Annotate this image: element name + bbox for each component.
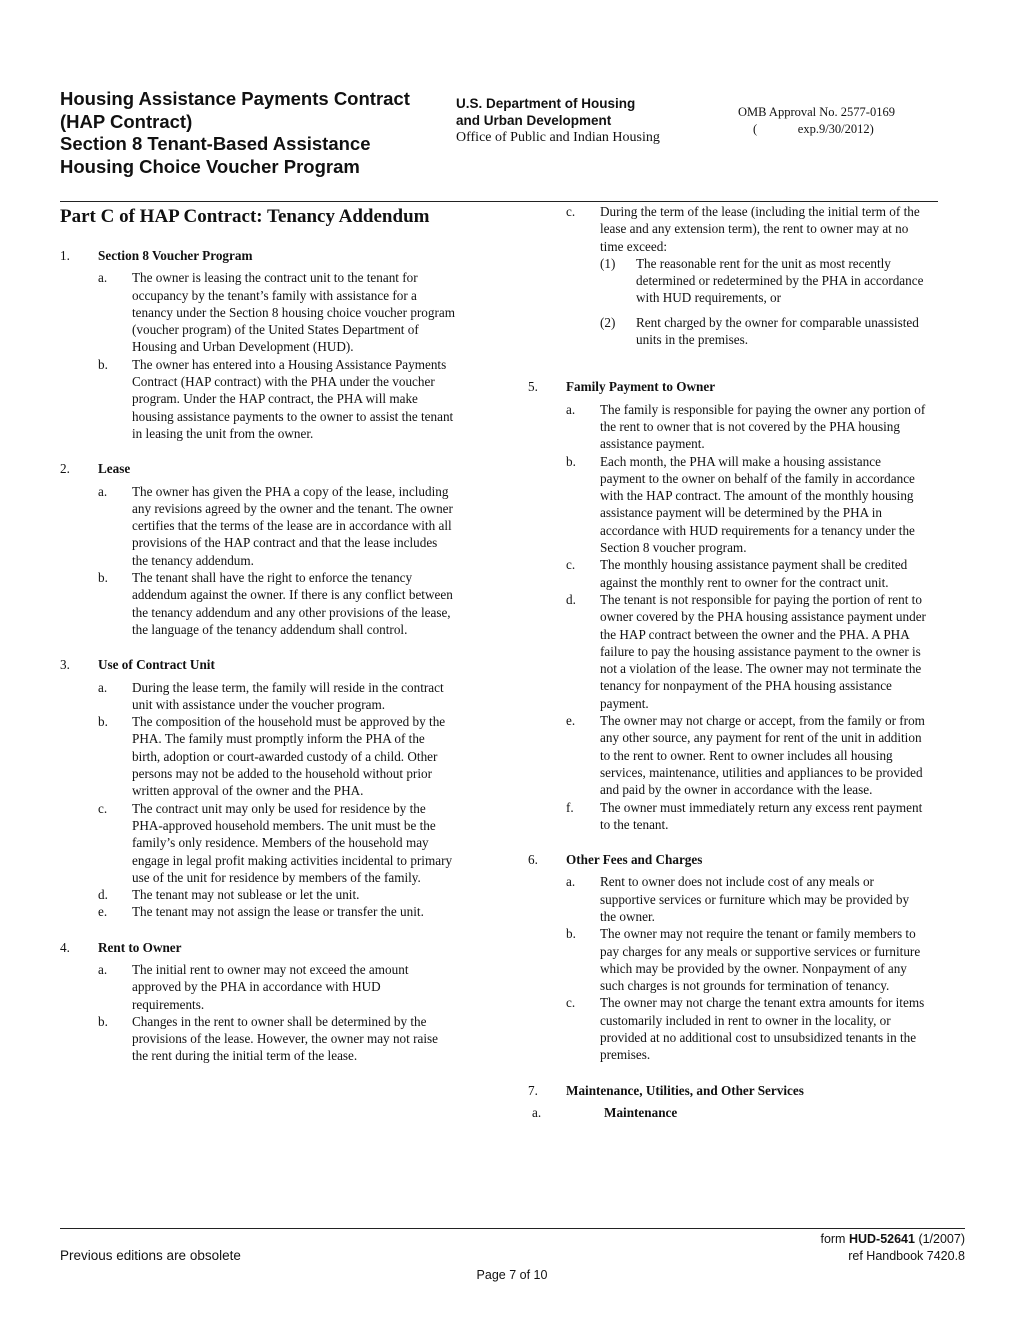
list-item: e. The owner may not charge or accept, from the family or from any other source, any payment for rent of the unit in addition to the rent to owner. Rent to owner includes all housing services, maintenance, utilities and appliances to be provided and paid by the owner in accordance with the lease.	[566, 713, 925, 798]
list-item: a. The family is responsible for paying the owner any portion of the rent to owner that is not covered by the PHA housing assistance payment.	[566, 401, 926, 452]
list-item: b. Each month, the PHA will make a housing assistance payment to the owner on behalf of the family in accordance with the HAP contract. The amount of the monthly housing assistance payment will be determined by the PHA in accordance with HUD requirements for a tenancy under the Section 8 voucher program.	[566, 453, 915, 556]
section-number: 6.	[528, 852, 538, 868]
title-line: Housing Assistance Payments Contract	[60, 88, 410, 109]
section-title: Family Payment to Owner	[566, 379, 716, 395]
list-item: a. During the lease term, the family will reside in the contract unit with assistance under the voucher program.	[98, 679, 444, 712]
list-item: a. Rent to owner does not include cost of any meals or supportive services or furniture which may be provided by the owner.	[566, 874, 910, 924]
section-title: Other Fees and Charges	[566, 852, 703, 868]
list-item: a. The owner has given the PHA a copy of the lease, including any revisions agreed by the owner and the tenant. The owner certifies that the terms of the lease are in accordance with all provisions of the HAP contract and that the lease includes the tenancy addendum.	[98, 483, 453, 568]
list-item: c. The monthly housing assistance payment shall be credited against the monthly rent to owner for the contract unit.	[566, 557, 908, 590]
section-number: 1.	[60, 248, 70, 263]
agency-block	[456, 95, 716, 146]
section-title: Section 8 Voucher Program	[98, 248, 253, 263]
footer-note: Previous editions are obsolete	[60, 1248, 241, 1263]
title-line: (HAP Contract)	[60, 110, 193, 132]
section-number: 4.	[60, 939, 70, 955]
section-4-continued	[528, 203, 928, 348]
part-title: Part C of HAP Contract: Tenancy Addendum	[60, 206, 430, 227]
list-item: b. The owner may not require the tenant or family members to pay charges for any meals or supportive services or furniture which may be provided by the owner. Nonpayment of any such charges is not grounds for termination of tenancy.	[566, 926, 921, 994]
section-7	[528, 1082, 928, 1122]
section-1	[60, 247, 455, 442]
section-6	[528, 851, 928, 1064]
right-column	[528, 203, 928, 1139]
list-item: c. The owner may not charge the tenant extra amounts for items customarily included in rent to owner in the locality, or provided at no additional cost to unsubsidized tenants in the premises.	[566, 995, 925, 1063]
section-title: Use of Contract Unit	[98, 657, 215, 673]
section-title: Lease	[98, 461, 131, 477]
page-number: Page 7 of 10	[476, 1268, 548, 1282]
left-column	[60, 203, 455, 1083]
list-item: d. The tenant may not sublease or let the unit.	[98, 887, 360, 903]
section-number: 7.	[528, 1082, 538, 1098]
sub-item: (2) Rent charged by the owner for comparable unassisted units in the premises.	[600, 314, 919, 348]
list-item: b. The tenant shall have the right to enforce the tenancy addendum against the owner. If there is any conflict between the tenancy addendum and any other provisions of the lease, the language of the tenancy addendum shall control.	[98, 570, 453, 637]
list-item: f. The owner must immediately return any excess rent payment to the tenant.	[566, 799, 923, 832]
list-item: a. Maintenance	[532, 1104, 678, 1120]
omb-expiry: ( exp.9/30/2012)	[753, 122, 874, 136]
document-title	[60, 88, 450, 178]
agency-line: and Urban Development	[456, 113, 612, 128]
form-number: form HUD-52641 (1/2007)	[820, 1232, 965, 1246]
list-item: b. The composition of the household must be approved by the PHA. The family must promptly inform the PHA of the birth, adoption or court-awarded custody of a child. Other persons may not be added to the household without prior written approval of the owner and the PHA.	[98, 714, 446, 799]
section-4	[60, 939, 455, 1065]
list-item: a. The owner is leasing the contract unit to the tenant for occupancy by the tenant’s family with assistance for a tenancy under the Section 8 housing choice voucher program (voucher program) of the United States Department of Housing and Urban Development (HUD).	[98, 270, 455, 355]
list-item: c. During the term of the lease (including the initial term of the lease and any extension term), the rent to owner may at no time exceed: (1) The reasonable rent for the unit as most recently determined or redetermined by the PHA in accordance with HUD requirements, or (2) Rent charged by the owner for comparable unassisted units in the premises.	[566, 203, 928, 348]
handbook-reference: ref Handbook 7420.8	[848, 1249, 965, 1263]
section-title: Maintenance, Utilities, and Other Services	[566, 1082, 804, 1098]
agency-office: Office of Public and Indian Housing	[456, 130, 660, 145]
section-number: 5.	[528, 379, 538, 395]
sub-item: (1) The reasonable rent for the unit as most recently determined or redetermined by the PHA in accordance with HUD requirements, or	[600, 255, 924, 306]
list-item: c. The contract unit may only be used for residence by the PHA-approved household members. The unit must be the family’s only residence. Members of the household may engage in legal profit making activities incidental to primary use of the unit for residence by members of the family.	[98, 800, 453, 885]
list-item: b. Changes in the rent to owner shall be determined by the provisions of the lease. However, the owner may not raise the rent during the initial term of the lease.	[98, 1013, 438, 1064]
omb-approval: OMB Approval No. 2577-0169	[738, 105, 895, 119]
list-item: e. The tenant may not assign the lease or transfer the unit.	[98, 904, 424, 920]
section-5	[528, 378, 928, 833]
title-line: Section 8 Tenant-Based Assistance	[60, 133, 371, 154]
section-number: 3.	[60, 657, 70, 673]
omb-block	[738, 104, 938, 138]
footer-divider	[60, 1228, 965, 1229]
title-line: Housing Choice Voucher Program	[60, 155, 360, 177]
agency-line: U.S. Department of Housing	[456, 96, 636, 111]
list-item: b. The owner has entered into a Housing Assistance Payments Contract (HAP contract) with the PHA under the voucher program. Under the HAP contract, the PHA will make housing assistance payments to the owner to assist the tenant in leasing the unit from the owner.	[98, 356, 454, 441]
header-divider	[60, 201, 938, 202]
section-number: 2.	[60, 461, 70, 477]
section-title: Rent to Owner	[98, 939, 182, 955]
form-reference	[760, 1231, 965, 1265]
section-2	[60, 460, 455, 638]
section-3	[60, 656, 455, 920]
list-item: a. The initial rent to owner may not exceed the amount approved by the PHA in accordance with HUD requirements.	[98, 961, 409, 1012]
list-item: d. The tenant is not responsible for paying the portion of rent to owner covered by the PHA housing assistance payment under the HAP contract between the owner and the PHA. A PHA failure to pay the housing assistance payment to the owner is not a violation of the lease. The owner may not terminate the tenancy for nonpayment of the PHA housing assistance payment.	[566, 591, 926, 711]
